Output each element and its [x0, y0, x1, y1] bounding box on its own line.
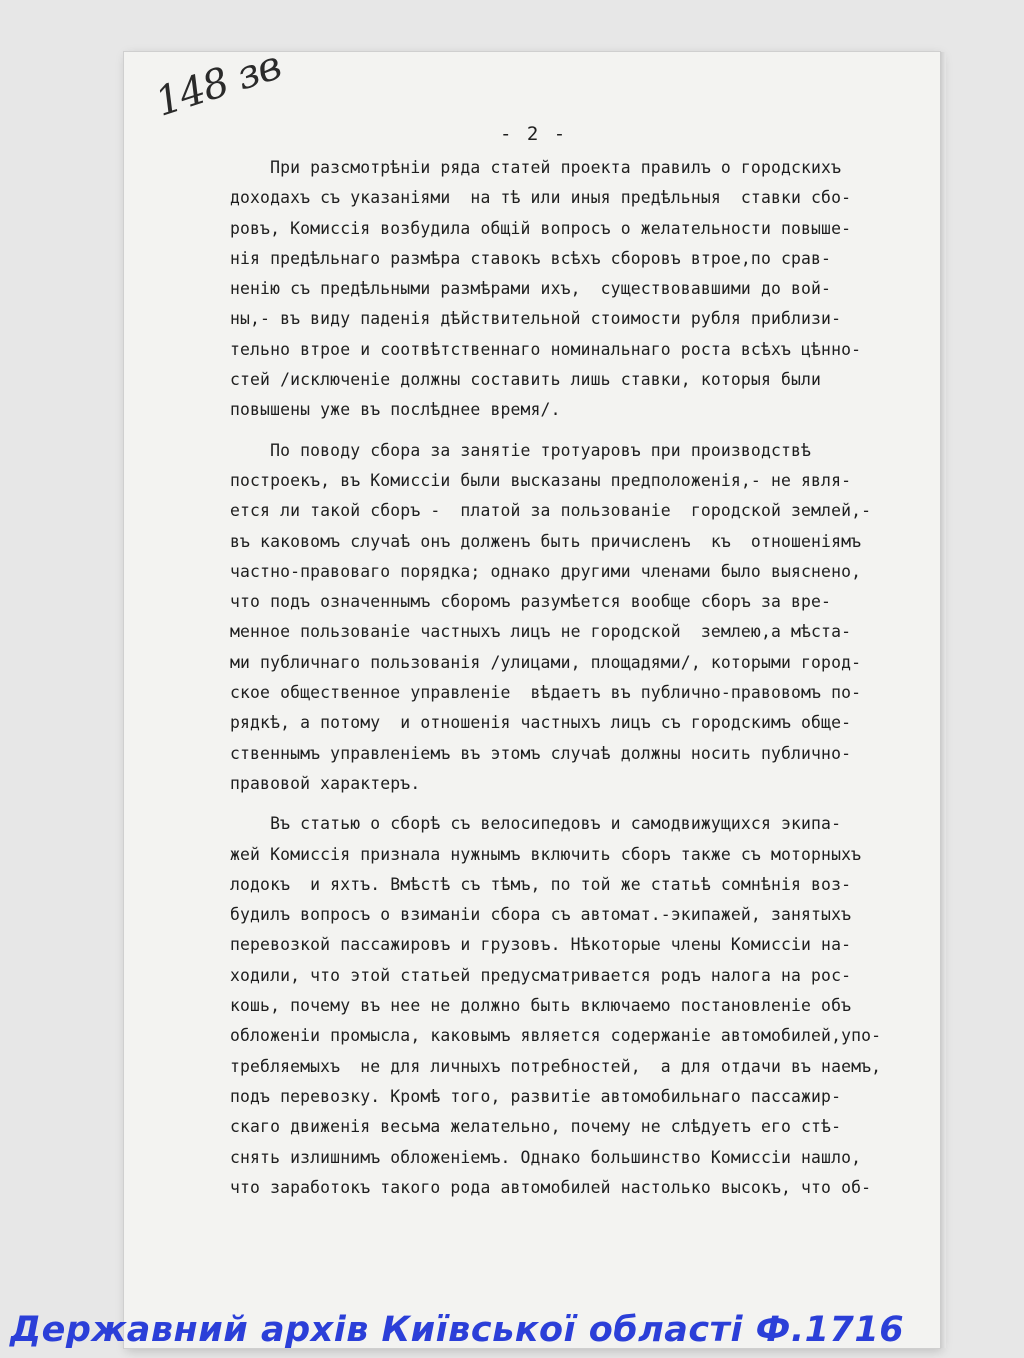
text-line: Въ статью о сборѣ съ велосипедовъ и самодвижущихся экипа-	[230, 814, 842, 834]
text-line: ненію съ предѣльными размѣрами ихъ, существовавшими до вой-	[230, 279, 832, 299]
paragraph	[230, 809, 900, 1203]
archive-watermark: Державний архів Київської області Ф.1716	[10, 1310, 905, 1350]
text-line: будилъ вопросъ о взиманіи сбора съ автомат.-экипажей, занятыхъ	[230, 905, 852, 925]
text-line: стей /исключеніе должны составить лишь ставки, которыя были	[230, 370, 822, 390]
text-line: частно-правоваго порядка; однако другими членами было выяснено,	[230, 561, 862, 581]
text-line: лодокъ и яхтъ. Вмѣстѣ съ тѣмъ, по той же статьѣ сомнѣнія воз-	[230, 874, 852, 894]
paragraph	[230, 436, 900, 800]
text-line: ровъ, Комиссія возбудила общій вопросъ о желательности повыше-	[230, 218, 852, 238]
page-number: - 2 -	[500, 123, 568, 145]
sheet-edge	[940, 52, 946, 1348]
text-line: тельно втрое и соотвѣтственнаго номинальнаго роста всѣхъ цѣнно-	[230, 339, 862, 359]
text-line: ны,- въ виду паденія дѣйствительной стоимости рубля приблизи-	[230, 309, 842, 329]
text-line: что заработокъ такого рода автомобилей настолько высокъ, что об-	[230, 1177, 872, 1197]
text-line: требляемыхъ не для личныхъ потребностей, а для отдачи въ наемъ,	[230, 1056, 882, 1076]
text-line: подъ перевозку. Кромѣ того, развитіе автомобильнаго пассажир-	[230, 1086, 842, 1106]
text-line: повышены уже въ послѣднее время/.	[230, 400, 561, 420]
text-line: скаго движенія весьма желательно, почему не слѣдуетъ его стѣ-	[230, 1117, 842, 1137]
text-line: рядкѣ, а потому и отношенія частныхъ лицъ съ городскимъ обще-	[230, 713, 852, 733]
text-line: нія предѣльнаго размѣра ставокъ всѣхъ сборовъ втрое,по срав-	[230, 248, 832, 268]
text-line: построекъ, въ Комиссіи были высказаны предположенія,- не явля-	[230, 470, 852, 490]
text-line: жей Комиссія признала нужнымъ включить сборъ также съ моторныхъ	[230, 844, 862, 864]
paragraph	[230, 153, 900, 426]
text-line: При разсмотрѣніи ряда статей проекта правилъ о городскихъ	[230, 158, 842, 177]
document-body	[230, 153, 900, 1203]
text-line: правовой характеръ.	[230, 773, 421, 793]
handwritten-annotation: 148 зв	[150, 42, 287, 126]
text-line: ское общественное управленіе вѣдаетъ въ публично-правовомъ по-	[230, 683, 862, 703]
text-line: доходахъ съ указаніями на тѣ или иныя предѣльныя ставки сбо-	[230, 188, 852, 208]
text-line: въ каковомъ случаѣ онъ долженъ быть причисленъ къ отношеніямъ	[230, 531, 862, 551]
text-line: снять излишнимъ обложеніемъ. Однако большинство Комиссіи нашло,	[230, 1147, 862, 1167]
text-line: кошь, почему въ нее не должно быть включаемо постановленіе объ	[230, 996, 852, 1016]
text-line: ми публичнаго пользованія /улицами, площадями/, которыми город-	[230, 652, 862, 672]
text-line: По поводу сбора за занятіе тротуаровъ при производствѣ	[230, 440, 812, 460]
text-line: что подъ означеннымъ сборомъ разумѣется вообще сборъ за вре-	[230, 592, 832, 612]
text-line: менное пользованіе частныхъ лицъ не городской землею,а мѣста-	[230, 622, 852, 642]
text-line: ходили, что этой статьей предусматривается родъ налога на рос-	[230, 965, 852, 985]
text-line: ется ли такой сборъ - платой за пользованіе городской землей,-	[230, 501, 872, 521]
text-line: перевозкой пассажировъ и грузовъ. Нѣкоторые члены Комиссіи на-	[230, 935, 852, 955]
text-line: обложеніи промысла, каковымъ является содержаніе автомобилей,упо-	[230, 1026, 882, 1046]
text-line: ственнымъ управленіемъ въ этомъ случаѣ должны носить публично-	[230, 743, 852, 763]
